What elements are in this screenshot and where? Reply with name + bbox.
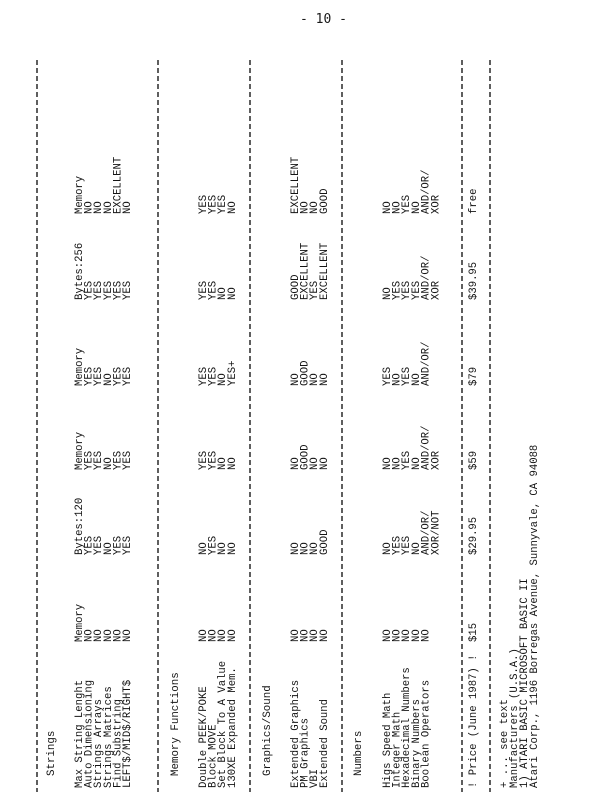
- table-cell: YES: [401, 535, 414, 555]
- table-cell: NO: [198, 629, 210, 642]
- table-cell: YES: [401, 194, 414, 214]
- table-cell: YES: [93, 450, 106, 470]
- table-cell: YES: [207, 280, 220, 300]
- table-cell: NO: [410, 542, 423, 555]
- table-cell: YES+: [226, 360, 239, 386]
- table-cell: NO: [226, 542, 239, 555]
- table-cell: NO: [391, 373, 404, 386]
- table-cell: YES: [122, 450, 134, 470]
- section-heading: Memory Functions: [170, 672, 182, 776]
- table-cell: NO: [290, 457, 302, 470]
- table-cell: NO: [420, 629, 433, 642]
- price-cell: $15: [468, 622, 480, 642]
- table-cell: NO: [290, 629, 302, 642]
- table-cell-continued: XOR: [430, 450, 443, 470]
- table-cell: YES: [207, 450, 220, 470]
- table-cell: YES: [83, 450, 96, 470]
- row-label: Set Block To A Value: [217, 660, 230, 788]
- row-label: Strings Matrices: [102, 686, 115, 788]
- table-cell: NO: [217, 373, 230, 386]
- row-label: Double PEEK/POKE: [198, 686, 210, 788]
- table-cell: EXCELLENT: [318, 242, 331, 300]
- table-cell: NO: [382, 629, 394, 642]
- row-label: Max String Lenght: [74, 679, 86, 788]
- table-cell: YES: [112, 535, 125, 555]
- table-cell: YES: [391, 280, 404, 300]
- table-cell: YES: [401, 280, 414, 300]
- table-cell: YES: [198, 450, 210, 470]
- table-cell: Memory: [74, 175, 86, 214]
- table-cell: NO: [391, 201, 404, 214]
- table-cell: EXCELLENT: [112, 156, 125, 214]
- table-cell: NO: [318, 457, 331, 470]
- table-cell-continued: XOR: [430, 280, 443, 300]
- table-cell: NO: [309, 629, 322, 642]
- table-cell: NO: [226, 201, 239, 214]
- table-cell: GOOD: [299, 360, 312, 386]
- table-cell: NO: [217, 542, 230, 555]
- row-label: VBI: [309, 768, 322, 788]
- table-cell: YES: [83, 366, 96, 386]
- table-cell: YES: [122, 280, 134, 300]
- table-cell: EXCELLENT: [290, 156, 302, 214]
- table-cell: NO: [391, 457, 404, 470]
- row-label: 130XE Expanded Mem.: [226, 667, 239, 788]
- table-cell-continued: XOR/NOT: [430, 510, 443, 555]
- table-cell: NO: [102, 201, 115, 214]
- table-cell: NO: [309, 457, 322, 470]
- table-cell: Memory: [74, 431, 86, 470]
- table-cell: AND/OR/: [420, 169, 433, 214]
- table-cell: NO: [102, 457, 115, 470]
- table-cell: NO: [93, 629, 106, 642]
- footnote-line: 1) ATARI BASIC MICROSOFT BASIC II: [519, 578, 531, 788]
- section-heading: Graphics/Sound: [262, 685, 274, 776]
- table-cell: YES: [382, 366, 394, 386]
- row-label: PM Graphics: [299, 718, 312, 788]
- table-cell: NO: [382, 457, 394, 470]
- table-cell: YES: [198, 366, 210, 386]
- row-label: Extended Graphics: [290, 679, 302, 788]
- table-cell: NO: [217, 629, 230, 642]
- row-label: LEFT$/MID$/RIGHT$: [122, 679, 134, 788]
- table-cell: YES: [122, 535, 134, 555]
- table-cell: YES: [401, 366, 414, 386]
- table-cell: NO: [318, 629, 331, 642]
- table-cell: NO: [410, 201, 423, 214]
- table-cell: YES: [198, 194, 210, 214]
- table-cell: YES: [198, 280, 210, 300]
- table-cell: YES: [122, 366, 134, 386]
- table-cell: YES: [207, 194, 220, 214]
- table-cell: YES: [83, 535, 96, 555]
- table-cell: NO: [318, 373, 331, 386]
- row-label: Extended Sound: [318, 698, 331, 788]
- price-cell: free: [468, 188, 480, 214]
- table-cell: NO: [217, 457, 230, 470]
- table-cell: NO: [83, 629, 96, 642]
- table-cell: YES: [83, 280, 96, 300]
- table-cell: Bytes:256: [74, 242, 86, 300]
- table-cell: YES: [401, 450, 414, 470]
- table-cell: NO: [122, 201, 134, 214]
- table-cell: NO: [93, 201, 106, 214]
- table-cell: NO: [102, 373, 115, 386]
- table-cell: NO: [207, 629, 220, 642]
- table-cell: NO: [102, 629, 115, 642]
- price-cell: $79: [468, 366, 480, 386]
- table-cell: NO: [198, 542, 210, 555]
- row-label: Binary Numbers: [410, 698, 423, 788]
- table-cell: NO: [382, 201, 394, 214]
- table-cell: Bytes:120: [74, 497, 86, 555]
- table-cell: AND/OR/: [420, 341, 433, 386]
- table-cell: NO: [391, 629, 404, 642]
- row-label: Higs Speed Math: [382, 692, 394, 788]
- price-cell: $29.95: [468, 516, 480, 555]
- table-cell: EXCELLENT: [299, 242, 312, 300]
- table-cell: YES: [102, 280, 115, 300]
- table-cell: GOOD: [299, 444, 312, 470]
- table-cell: Memory: [74, 347, 86, 386]
- table-cell: YES: [93, 366, 106, 386]
- table-cell: GOOD: [318, 529, 331, 555]
- table-cell: YES: [112, 366, 125, 386]
- table-cell: GOOD: [290, 274, 302, 300]
- footnote-line: Atari Corp., 1196 Borregas Avenue, Sunnyvale, CA 94088: [529, 444, 541, 788]
- table-cell: NO: [290, 542, 302, 555]
- table-cell: NO: [226, 287, 239, 300]
- page-number: - 10 -: [300, 12, 347, 27]
- section-heading: Numbers: [353, 730, 365, 776]
- table-cell: NO: [299, 629, 312, 642]
- price-label: ! Price (June 1987) !: [468, 654, 480, 788]
- footnote-line: Manufacturers (U.S.A.): [509, 648, 521, 788]
- table-cell: NO: [309, 201, 322, 214]
- row-label: Boolean Operators: [420, 679, 433, 788]
- table-cell: NO: [102, 542, 115, 555]
- table-cell: NO: [309, 373, 322, 386]
- table-cell: NO: [226, 629, 239, 642]
- table-cell: YES: [93, 280, 106, 300]
- table-cell: NO: [382, 542, 394, 555]
- row-label: Integer Math: [391, 711, 404, 788]
- footnotes: [499, 445, 541, 788]
- table-cell: YES: [112, 280, 125, 300]
- table-cell: YES: [217, 194, 230, 214]
- table-cell: YES: [93, 535, 106, 555]
- row-label: Hexadecimal Numbers: [401, 667, 414, 788]
- row-label: Find Substring: [112, 698, 125, 788]
- table-cell: NO: [309, 542, 322, 555]
- table-cell: YES: [112, 450, 125, 470]
- table-cell: AND/OR/: [420, 425, 433, 470]
- section-heading: Strings: [46, 730, 58, 776]
- table-cell: NO: [122, 629, 134, 642]
- table-layer: [37, 60, 490, 792]
- table-cell: NO: [83, 201, 96, 214]
- table-cell: YES: [207, 366, 220, 386]
- table-cell-continued: XOR: [430, 194, 443, 214]
- table-cell: GOOD: [318, 188, 331, 214]
- table-cell: NO: [410, 457, 423, 470]
- table-cell: AND/OR/: [420, 510, 433, 555]
- table-cell: Memory: [74, 603, 86, 642]
- table-cell: NO: [410, 629, 423, 642]
- table-cell: NO: [112, 629, 125, 642]
- price-cell: $39.95: [468, 261, 480, 300]
- table-cell: YES: [391, 535, 404, 555]
- row-label: Block MOVE: [207, 724, 220, 788]
- table-cell: NO: [410, 373, 423, 386]
- table-cell: NO: [226, 457, 239, 470]
- table-cell: NO: [299, 201, 312, 214]
- table-cell: YES: [207, 535, 220, 555]
- table-cell: YES: [309, 280, 322, 300]
- table-cell: NO: [401, 629, 414, 642]
- table-cell: NO: [299, 542, 312, 555]
- table-cell: NO: [217, 287, 230, 300]
- row-label: Auto Dimensioning: [83, 679, 96, 788]
- table-cell: NO: [382, 287, 394, 300]
- table-cell: YES: [410, 280, 423, 300]
- table-cell: NO: [290, 373, 302, 386]
- row-label: Strings Arrays: [93, 698, 106, 788]
- footnote-line: + ... see text: [499, 698, 511, 788]
- price-cell: $59: [468, 450, 480, 470]
- table-cell: AND/OR/: [420, 255, 433, 300]
